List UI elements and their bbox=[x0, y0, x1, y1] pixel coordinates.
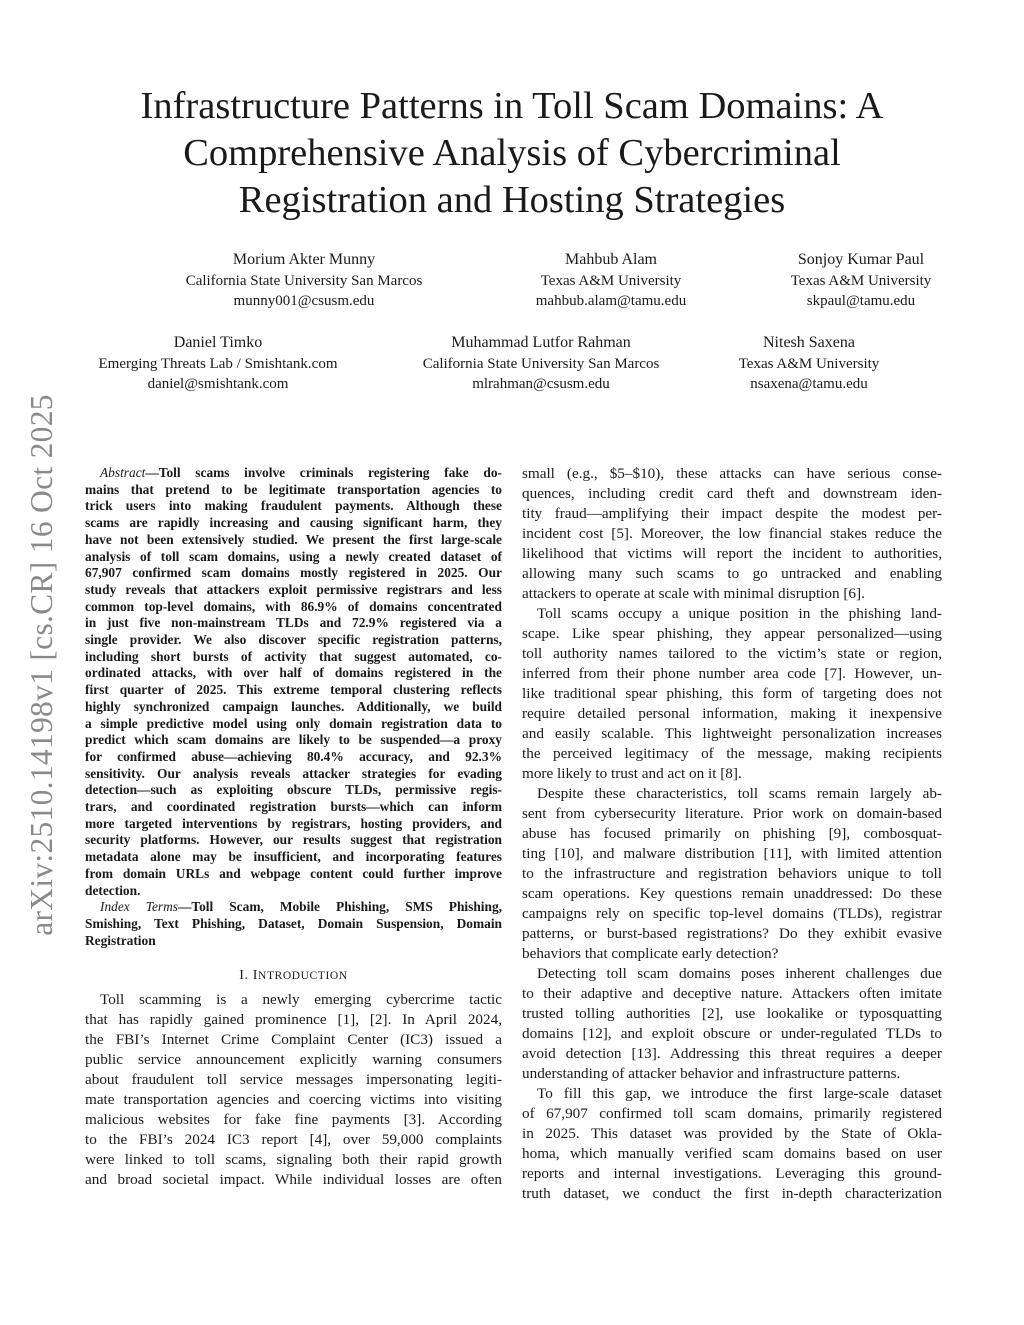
text-line: truth dataset, we conduct the first in-depth characterization bbox=[522, 1185, 942, 1202]
section-heading-introduction bbox=[85, 967, 502, 985]
text-line: inferred from their phone number area code [7]. However, un- bbox=[522, 665, 942, 682]
text-line: scam operations. Key questions remain unaddressed: Do these bbox=[522, 885, 942, 902]
text-line: trusted tolling authorities [2], use lookalike or typosquatting bbox=[522, 1005, 942, 1022]
text-line: toll authority names tailored to the victim’s state or region, bbox=[522, 645, 942, 662]
text-line: like traditional spear phishing, this form of targeting does not bbox=[522, 685, 942, 702]
text-line: more likely to trust and act on it [8]. bbox=[522, 765, 742, 782]
index-terms-label: Index Terms bbox=[100, 899, 178, 915]
arxiv-identifier: arXiv:2510.14198v1 [cs.CR] 16 Oct 2025 bbox=[24, 394, 59, 936]
text-line: the FBI’s Internet Crime Complaint Center (IC3) issued a bbox=[85, 1031, 502, 1048]
paragraph bbox=[85, 990, 502, 1190]
text-line: to their adaptive and deceptive nature. Attackers often imitate bbox=[522, 985, 942, 1002]
author-name: Mahbub Alam bbox=[565, 251, 657, 268]
text-line: patterns, or burst-based registrations? Do they exhibit evasive bbox=[522, 925, 942, 942]
abstract-line: study reveals that attackers exploit permissive registrars and less bbox=[85, 581, 502, 597]
index-terms-text: —Toll Scam, Mobile Phishing, SMS Phishing, bbox=[178, 899, 502, 915]
text-line: of 67,907 confirmed toll scam domains, primarily registered bbox=[522, 1105, 942, 1122]
text-line: To fill this gap, we introduce the first large-scale dataset bbox=[537, 1085, 942, 1102]
text-line: likelihood that victims will report the incident to authorities, bbox=[522, 545, 942, 562]
section-title-rest: NTRODUCTION bbox=[258, 970, 348, 982]
text-line: reports and internal investigations. Leveraging this ground- bbox=[522, 1165, 942, 1182]
section-number: I. bbox=[239, 968, 249, 983]
paragraph bbox=[522, 964, 942, 1084]
text-line: and easily scalable. This lightweight personalization increases bbox=[522, 725, 942, 742]
text-line: and broad societal impact. While individual losses are often bbox=[85, 1171, 502, 1188]
text-line: quences, including credit card theft and downstream iden- bbox=[522, 485, 942, 502]
abstract-line: including short bursts of activity that suggest automated, co- bbox=[85, 648, 502, 664]
text-line: require detailed personal information, making it inexpensive bbox=[522, 705, 942, 722]
text-line: homa, which manually verified scam domains based on user bbox=[522, 1145, 942, 1162]
paragraph bbox=[522, 464, 942, 604]
paper-title bbox=[60, 83, 964, 224]
text-line: domains [12], and exploit obscure or under-regulated TLDs to bbox=[522, 1025, 942, 1042]
abstract-line: detection—such as exploiting obscure TLDs, permissive regis- bbox=[85, 782, 502, 798]
text-line: mate transportation agencies and coercing victims into visiting bbox=[85, 1091, 502, 1108]
author-email: mlrahman@csusm.edu bbox=[472, 376, 610, 392]
author-affiliation: California State University San Marcos bbox=[185, 272, 423, 289]
text-line: that has rapidly gained prominence [1], [2]. In April 2024, bbox=[85, 1011, 502, 1028]
title-line: Comprehensive Analysis of Cybercriminal bbox=[183, 132, 841, 174]
author-name: Nitesh Saxena bbox=[763, 334, 855, 351]
author-block bbox=[649, 333, 969, 395]
text-line: Toll scamming is a newly emerging cybercrime tactic bbox=[100, 991, 502, 1008]
text-line: malicious websites for fake fine payments [3]. According bbox=[85, 1111, 502, 1128]
text-line: the perceived legitimacy of the message, making recipients bbox=[522, 745, 942, 762]
text-line: abuse has focused primarily on phishing [9], combosquat- bbox=[522, 825, 942, 842]
abstract-line: have not been extensively studied. We present the first large-scale bbox=[85, 531, 502, 547]
text-line: to the infrastructure and registration behaviors unique to toll bbox=[522, 865, 942, 882]
abstract-line: highly synchronized campaign launches. Additionally, we build bbox=[85, 698, 502, 714]
author-email: nsaxena@tamu.edu bbox=[750, 376, 868, 392]
abstract-line: common top-level domains, with 86.9% of domains concentrated bbox=[85, 598, 502, 614]
index-terms-line: Smishing, Text Phishing, Dataset, Domain Suspension, Domain bbox=[85, 915, 502, 931]
text-line: campaigns rely on specific top-level domains (TLDs), registrar bbox=[522, 905, 942, 922]
abstract-line: predict which scam domains are likely to be suspended—a proxy bbox=[85, 732, 502, 748]
author-email: daniel@smishtank.com bbox=[147, 376, 289, 392]
author-block bbox=[144, 250, 464, 312]
abstract-line: scams are rapidly increasing and causing significant harm, they bbox=[85, 515, 502, 531]
text-line: behaviors that complicate early detection? bbox=[522, 945, 779, 962]
abstract bbox=[85, 465, 502, 949]
text-line: attackers to operate at scale with minimal disruption [6]. bbox=[522, 585, 865, 602]
text-line: incident cost [5]. Moreover, the low financial stakes reduce the bbox=[522, 525, 942, 542]
index-terms-line bbox=[85, 899, 502, 916]
author-block bbox=[58, 333, 378, 395]
abstract-label: Abstract bbox=[100, 465, 146, 480]
text-line: small (e.g., $5–$10), these attacks can have serious conse- bbox=[522, 465, 942, 482]
text-line: avoid detection [13]. Addressing this threat requires a deeper bbox=[522, 1045, 942, 1062]
author-name: Muhammad Lutfor Rahman bbox=[451, 334, 631, 351]
author-name: Daniel Timko bbox=[173, 334, 263, 351]
abstract-line: security platforms. However, our results suggest that registration bbox=[85, 832, 502, 848]
abstract-line: from domain URLs and webpage content could further improve bbox=[85, 865, 502, 881]
abstract-text: —Toll scams involve criminals registering fake do- bbox=[145, 465, 502, 480]
text-line: understanding of attacker behavior and infrastructure patterns. bbox=[522, 1065, 901, 1082]
text-line: sent from cybersecurity literature. Prior work on domain-based bbox=[522, 805, 942, 822]
abstract-line: a simple predictive model using only domain registration data to bbox=[85, 715, 502, 731]
section-title bbox=[253, 968, 348, 983]
title-line: Registration and Hosting Strategies bbox=[238, 179, 786, 221]
author-affiliation: Texas A&M University bbox=[540, 272, 682, 289]
title-line: Infrastructure Patterns in Toll Scam Domains: A bbox=[140, 85, 884, 127]
abstract-line: first quarter of 2025. This extreme temporal clustering reflects bbox=[85, 682, 502, 698]
abstract-line bbox=[85, 465, 502, 482]
author-email: mahbub.alam@tamu.edu bbox=[535, 293, 687, 309]
author-email: munny001@csusm.edu bbox=[233, 293, 375, 309]
author-name: Sonjoy Kumar Paul bbox=[797, 251, 925, 268]
text-line: were linked to toll scams, signaling both their rapid growth bbox=[85, 1151, 502, 1168]
author-affiliation: Texas A&M University bbox=[790, 272, 932, 289]
introduction-left-column bbox=[85, 990, 502, 1190]
abstract-line: 67,907 confirmed scam domains mostly registered in 2025. Our bbox=[85, 565, 502, 581]
author-block bbox=[701, 250, 1021, 312]
text-line: to the FBI’s 2024 IC3 report [4], over 59,000 complaints bbox=[85, 1131, 502, 1148]
index-terms-line: Registration bbox=[85, 932, 156, 948]
text-line: allowing many such scams to go untracked and enabling bbox=[522, 565, 942, 582]
author-affiliation: Emerging Threats Lab / Smishtank.com bbox=[98, 355, 338, 372]
abstract-line: single provider. We also discover specific registration patterns, bbox=[85, 632, 502, 648]
abstract-line: trars, and coordinated registration bursts—which can inform bbox=[85, 799, 502, 815]
section-title-initial: I bbox=[252, 968, 259, 983]
paragraph bbox=[522, 1084, 942, 1204]
text-line: in 2025. This dataset was provided by the State of Okla- bbox=[522, 1125, 942, 1142]
abstract-line: mains that pretend to be legitimate transportation agencies to bbox=[85, 481, 502, 497]
text-line: tity fraud—amplifying their impact despite the modest per- bbox=[522, 505, 942, 522]
author-email: skpaul@tamu.edu bbox=[806, 293, 916, 309]
abstract-line: sensitivity. Our analysis reveals attacker strategies for evading bbox=[85, 765, 502, 781]
paragraph bbox=[522, 784, 942, 964]
abstract-line: trick users into making fraudulent payments. Although these bbox=[85, 498, 502, 514]
paragraph bbox=[522, 604, 942, 784]
abstract-line: ordinated attacks, with over half of domains registered in the bbox=[85, 665, 502, 681]
abstract-line: more targeted interventions by registrars, hosting providers, and bbox=[85, 815, 502, 831]
abstract-line: metadata alone may be insufficient, and incorporating features bbox=[85, 849, 502, 865]
text-line: Despite these characteristics, toll scams remain largely ab- bbox=[537, 785, 942, 802]
text-line: Detecting toll scam domains poses inherent challenges due bbox=[537, 965, 942, 982]
abstract-line: for confirmed abuse—achieving 80.4% accuracy, and 92.3% bbox=[85, 748, 502, 764]
text-line: about fraudulent toll service messages impersonating legiti- bbox=[85, 1071, 502, 1088]
author-affiliation: Texas A&M University bbox=[738, 355, 880, 372]
abstract-line: detection. bbox=[85, 882, 141, 898]
author-name: Morium Akter Munny bbox=[232, 251, 376, 268]
abstract-line: in just five non-mainstream TLDs and 72.9% registered via a bbox=[85, 615, 502, 631]
text-line: Toll scams occupy a unique position in the phishing land- bbox=[537, 605, 942, 622]
author-affiliation: California State University San Marcos bbox=[422, 355, 660, 372]
introduction-right-column bbox=[522, 464, 942, 1204]
text-line: ting [10], and malware distribution [11], with limited attention bbox=[522, 845, 942, 862]
abstract-line: analysis of toll scam domains, using a newly created dataset of bbox=[85, 548, 502, 564]
text-line: public service announcement explicitly warning consumers bbox=[85, 1051, 502, 1068]
text-line: scape. Like spear phishing, they appear personalized—using bbox=[522, 625, 942, 642]
